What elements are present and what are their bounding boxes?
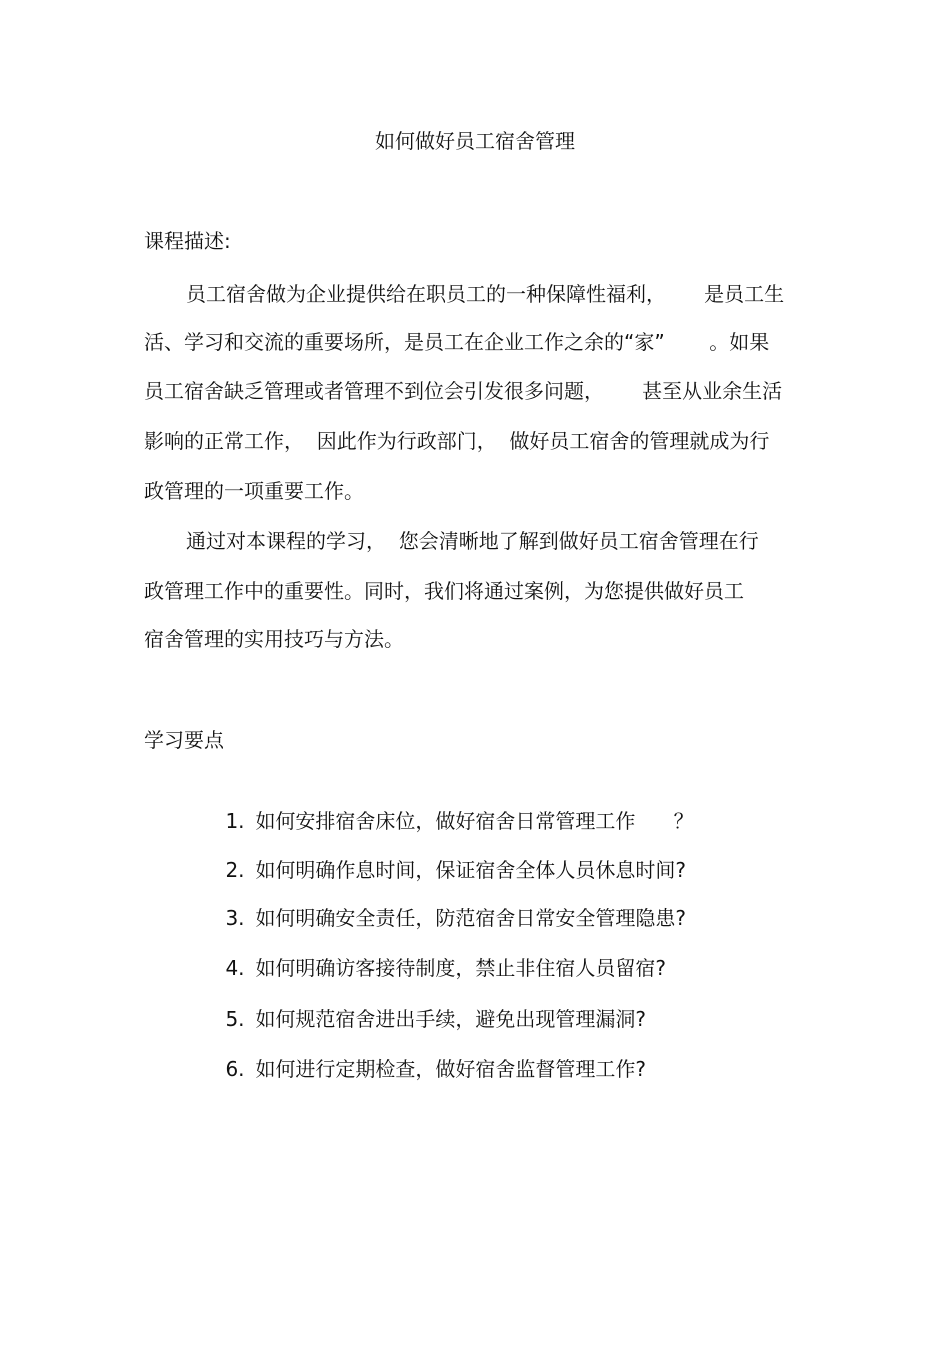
- list-item-number: 2.: [225, 858, 245, 882]
- list-item-number: 3.: [225, 906, 245, 930]
- list-item-text: 如何安排宿舍床位，做好宿舍日常管理工作 ？: [255, 809, 694, 833]
- paragraph1-line: 影响的正常工作， 因此作为行政部门， 做好员工宿舍的管理就成为行: [144, 429, 770, 453]
- list-item-text: 如何规范宿舍进出手续，避免出现管理漏洞?: [255, 1007, 647, 1031]
- list-item-text: 如何明确安全责任，防范宿舍日常安全管理隐患?: [255, 906, 687, 930]
- list-item-number: 1.: [225, 809, 245, 833]
- paragraph1-line: 员工宿舍做为企业提供给在职员工的一种保障性福利， 是员工生: [186, 282, 785, 306]
- points-label: 学习要点: [144, 728, 224, 752]
- description-label: 课程描述:: [144, 229, 231, 253]
- paragraph1-line: 活、学习和交流的重要场所，是员工在企业工作之余的“家” 。如果: [144, 330, 770, 354]
- list-item-text: 如何进行定期检查，做好宿舍监督管理工作?: [255, 1057, 647, 1081]
- list-item-text: 如何明确访客接待制度，禁止非住宿人员留宿?: [255, 956, 667, 980]
- list-item-number: 6.: [225, 1057, 245, 1081]
- list-item: [200, 1024, 646, 1114]
- paragraph2-line: 宿舍管理的实用技巧与方法。: [144, 627, 404, 651]
- document-title: 如何做好员工宿舍管理: [375, 129, 575, 153]
- paragraph1-line: 员工宿舍缺乏管理或者管理不到位会引发很多问题， 甚至从业余生活: [144, 379, 783, 403]
- paragraph1-line: 政管理的一项重要工作。: [144, 479, 364, 503]
- list-item-number: 5.: [225, 1007, 245, 1031]
- list-item-number: 4.: [225, 956, 245, 980]
- paragraph2-line: 政管理工作中的重要性。同时，我们将通过案例，为您提供做好员工: [144, 579, 744, 603]
- paragraph2-line: 通过对本课程的学习， 您会清晰地了解到做好员工宿舍管理在行: [186, 529, 759, 553]
- list-item-text: 如何明确作息时间，保证宿舍全体人员休息时间?: [255, 858, 687, 882]
